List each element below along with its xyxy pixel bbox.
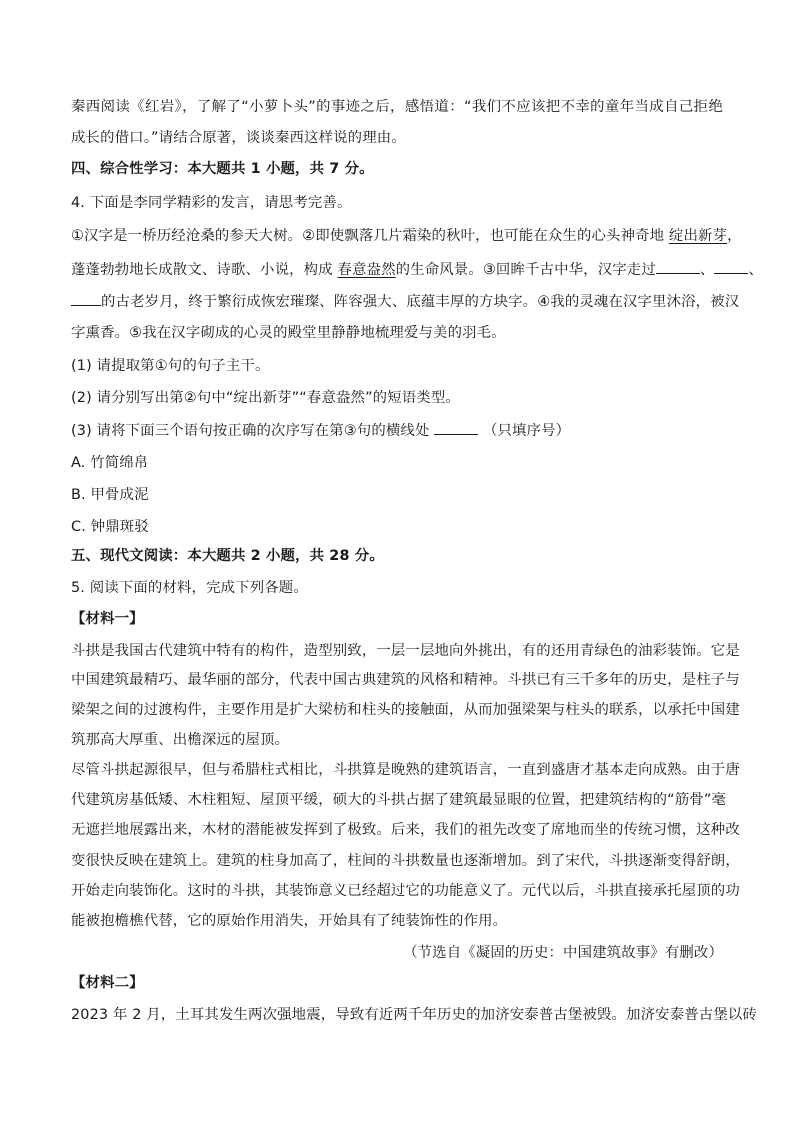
- material-line: 筑那高大厚重、出檐深远的屋顶。: [71, 732, 290, 748]
- paragraph-line: 秦西阅读《红岩》，了解了“小萝卜头”的事迹之后，感悟道：“我们不应该把不幸的童年当成自己拒绝: [71, 99, 723, 115]
- material-2-title: 【材料二】: [71, 975, 144, 991]
- blank-separator: 、: [699, 262, 715, 278]
- material-line: 能被抱檐樵代替，它的原始作用消失，开始具有了纯装饰性的作用。: [71, 913, 508, 929]
- underlined-phrase: 春意盎然: [337, 262, 396, 278]
- passage-text: 蓬蓬勃勃地长成散文、诗歌、小说，构成: [71, 262, 338, 278]
- section-4-heading: 四、综合性学习：本大题共 1 小题，共 7 分。: [71, 161, 374, 177]
- blank-separator: 、: [748, 262, 763, 278]
- answer-blank[interactable]: [714, 259, 748, 274]
- sub-question-3: [71, 420, 723, 441]
- answer-blank[interactable]: [656, 259, 700, 274]
- material-line: 梁架之间的过渡构件，主要作用是扩大梁枋和柱头的接触面，从而加强梁架与柱头的联系，以承托中国建: [71, 702, 740, 718]
- material-line: 2023 年 2 月，土耳其发生两次强地震，导致有近两千年历史的加济安泰普古堡被毁。加济安泰普古堡以砖: [71, 1007, 757, 1023]
- option-a: A. 竹简绵帛: [71, 455, 149, 471]
- sub-question-2: (2) 请分别写出第②句中“绽出新芽”“春意盎然”的短语类型。: [71, 390, 460, 406]
- material-1-source: （节选自《凝固的历史：中国建筑故事》有删改）: [403, 945, 723, 961]
- material-line: 开始走向装饰化。这时的斗拱，其装饰意义已经超过它的功能意义了。元代以后，斗拱直接承托屋顶的功: [71, 883, 740, 899]
- material-line: 中国建筑最精巧、最华丽的部分，代表中国古典建筑的风格和精神。斗拱已有三千多年的历史，是柱子与: [71, 672, 740, 688]
- passage-text: ，: [727, 228, 742, 244]
- material-line: 尽管斗拱起源很早，但与希腊柱式相比，斗拱算是晚熟的建筑语言，一直到盛唐才基本走向成熟。由于唐: [71, 762, 740, 778]
- sub-question-1: (1) 请提取第①句的句子主干。: [71, 358, 270, 374]
- option-c: C. 钟鼎斑驳: [71, 519, 149, 535]
- section-5-heading: 五、现代文阅读：本大题共 2 小题，共 28 分。: [71, 548, 384, 564]
- material-line: 无遮拦地展露出来，木材的潜能被发挥到了极致。后来，我们的祖先改变了席地而坐的传统习惯，这种改: [71, 822, 740, 838]
- question-text: (3) 请将下面三个语句按正确的次序写在第③句的横线处: [71, 423, 435, 439]
- underlined-phrase: 绽出新芽: [668, 228, 728, 244]
- question-4-intro: 4. 下面是李同学精彩的发言，请思考完善。: [71, 195, 352, 211]
- material-1-title: 【材料一】: [71, 611, 144, 627]
- passage-line: [71, 226, 742, 246]
- question-5-intro: 5. 阅读下面的材料，完成下列各题。: [71, 580, 308, 596]
- passage-text: 的生命风景。③回眸千古中华，汉字走过: [395, 262, 656, 278]
- passage-text: 的古老岁月，终于繁衍成恢宏璀璨、阵容强大、底蕴丰厚的方块字。④我的灵魂在汉字里沐浴，被汉: [101, 294, 740, 310]
- answer-blank[interactable]: [434, 420, 478, 435]
- option-b: B. 甲骨成泥: [71, 487, 149, 503]
- passage-line: 字熏香。⑤我在汉字砌成的心灵的殿堂里静静地梳理爱与美的羽毛。: [71, 325, 506, 341]
- passage-line: [71, 259, 763, 280]
- question-text: （只填序号）: [478, 423, 571, 439]
- material-line: 代建筑房基低矮、木柱粗短、屋顶平缓，硕大的斗拱占据了建筑最显眼的位置，把建筑结构的“筋骨”毫: [71, 792, 727, 808]
- passage-line: [71, 291, 740, 312]
- material-line: 斗拱是我国古代建筑中特有的构件，造型别致，一层一层地向外挑出，有的还用青绿色的油彩装饰。它是: [71, 643, 740, 659]
- passage-text: ①汉字是一桥历经沧桑的参天大树。②即使飘落几片霜染的秋叶，也可能在众生的心头神奇地: [71, 228, 669, 244]
- material-line: 变很快反映在建筑上。建筑的柱身加高了，柱间的斗拱数量也逐渐增加。到了宋代，斗拱逐渐变得舒朗，: [71, 853, 740, 869]
- answer-blank[interactable]: [71, 291, 101, 306]
- paragraph-line: 成长的借口。”请结合原著，谈谈秦西这样说的理由。: [71, 130, 406, 146]
